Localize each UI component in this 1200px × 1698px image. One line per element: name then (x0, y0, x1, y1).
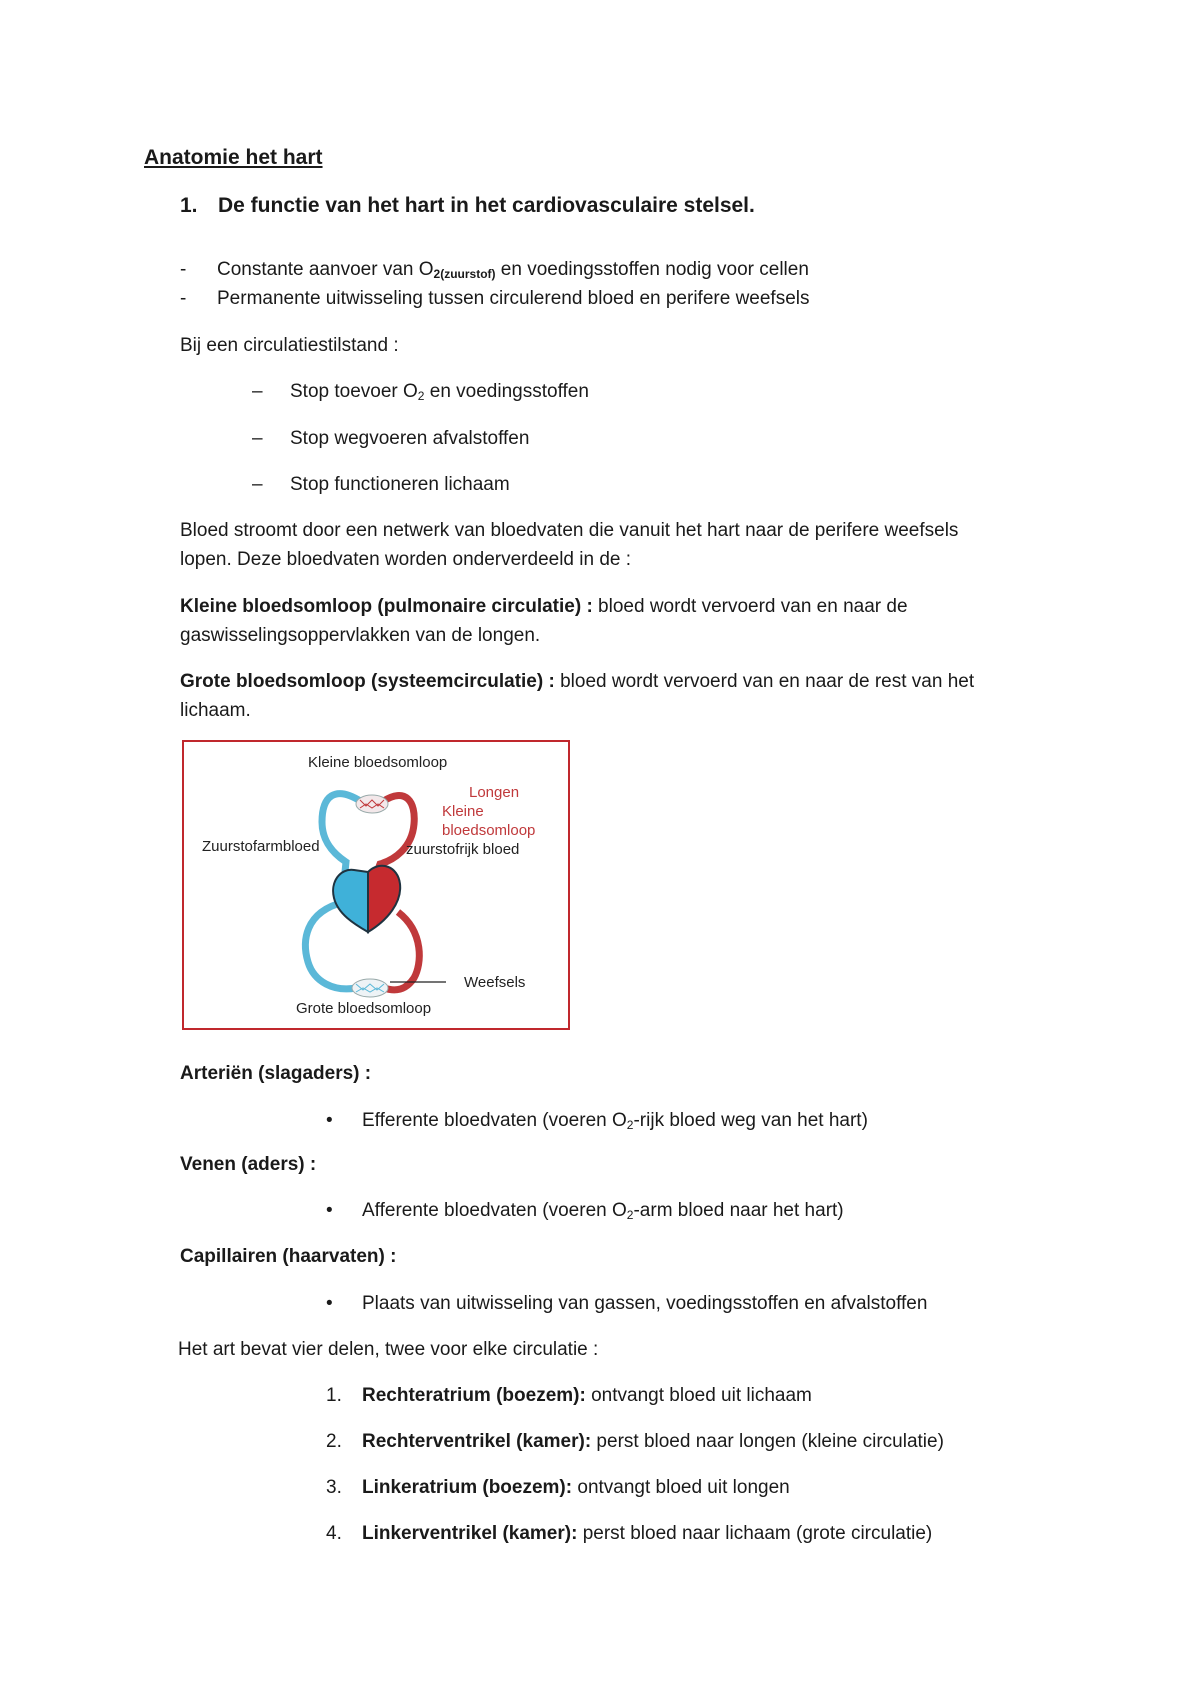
list-item-text (362, 1520, 932, 1548)
arterien-heading: Arteriën (slagaders) : (180, 1063, 372, 1084)
red-vessel-lower (384, 912, 419, 990)
list-item-text (362, 1474, 790, 1502)
diagram-label-kleine: Kleine (442, 803, 484, 820)
diagram-label-grote-bloedsomloop: Grote bloedsomloop (296, 1000, 432, 1017)
list-item-text (362, 1107, 868, 1139)
paragraph-line: lopen. Deze bloedvaten worden onderverdeeld in de : (180, 549, 632, 570)
circulation-diagram (182, 740, 570, 1030)
diagram-label-zuurstofarm: Zuurstofarmbloed (202, 838, 320, 855)
term-label: Rechterventrikel (kamer): (362, 1431, 592, 1452)
heart-right-side (333, 870, 368, 932)
term-definition: ontvangt bloed uit lichaam (585, 1385, 812, 1406)
term-label: Rechteratrium (boezem): (362, 1385, 586, 1406)
subscript: 2 (626, 1118, 634, 1132)
diagram-label-longen: Longen (469, 784, 520, 801)
list-item-text (362, 1197, 844, 1229)
list-text-pre: Afferente bloedvaten (voeren O (362, 1200, 627, 1221)
bullet-marker: • (326, 1200, 333, 1221)
list-text-post: en voedingsstoffen (424, 381, 589, 402)
list-text-pre: Stop toevoer O (290, 381, 418, 402)
paragraph-line: gaswisselingsoppervlakken van de longen. (180, 625, 541, 646)
term-label: Grote bloedsomloop (systeemcirculatie) : (180, 671, 555, 692)
subscript: 2 (626, 1208, 634, 1222)
grote-bloedsomloop-def (180, 668, 974, 696)
list-item-text: Permanente uitwisseling tussen circulerend bloed en perifere weefsels (217, 288, 810, 309)
term-label: Linkerventrikel (kamer): (362, 1523, 578, 1544)
list-item-text: Plaats van uitwisseling van gassen, voedingsstoffen en afvalstoffen (362, 1293, 928, 1314)
term-definition: ontvangt bloed uit longen (572, 1477, 790, 1498)
list-item-text: Stop functioneren lichaam (290, 474, 510, 495)
diagram-label-weefsels: Weefsels (464, 974, 526, 991)
term-definition: bloed wordt vervoerd van en naar de rest van het (554, 671, 975, 692)
term-definition: bloed wordt vervoerd van en naar de (592, 596, 908, 617)
heart-left-side (368, 866, 400, 932)
list-item-text (362, 1428, 944, 1456)
paragraph-line: Bloed stroomt door een netwerk van bloedvaten die vanuit het hart naar de perifere weefsels (180, 520, 959, 541)
tissue-capillary-bed (352, 979, 388, 997)
list-text-post: en voedingsstoffen nodig voor cellen (495, 259, 809, 280)
list-marker: - (180, 259, 187, 280)
list-text-post: -arm bloed naar het hart) (633, 1200, 844, 1221)
list-marker: - (180, 288, 187, 309)
list-number: 3. (326, 1477, 342, 1498)
bullet-marker: • (326, 1110, 333, 1131)
section-number: 1. (180, 194, 198, 217)
diagram-label-zuurstofrijk: zuurstofrijk bloed (406, 841, 520, 858)
list-number: 4. (326, 1523, 342, 1544)
list-item-text (290, 378, 589, 410)
diagram-label-kleine-bloedsomloop: Kleine bloedsomloop (308, 754, 448, 771)
term-definition: perst bloed naar longen (kleine circulatie) (591, 1431, 944, 1452)
diagram-label-bloedsomloop: bloedsomloop (442, 822, 536, 839)
term-label: Kleine bloedsomloop (pulmonaire circulatie) : (180, 596, 593, 617)
list-item-text: Stop wegvoeren afvalstoffen (290, 428, 530, 449)
list-text-post: -rijk bloed weg van het hart) (633, 1110, 868, 1131)
blue-vessel (322, 794, 362, 882)
capillairen-heading: Capillairen (haarvaten) : (180, 1246, 397, 1267)
list-marker: – (252, 474, 263, 495)
stilstand-intro: Bij een circulatiestilstand : (180, 335, 399, 356)
kleine-bloedsomloop-def (180, 593, 908, 621)
list-item-text (217, 256, 809, 288)
subscript: 2 (417, 389, 425, 403)
list-text-pre: Efferente bloedvaten (voeren O (362, 1110, 627, 1131)
list-number: 1. (326, 1385, 342, 1406)
list-marker: – (252, 428, 263, 449)
bullet-marker: • (326, 1293, 333, 1314)
subscript: 2(zuurstof) (433, 267, 496, 281)
delen-intro: Het art bevat vier delen, twee voor elke circulatie : (178, 1339, 599, 1360)
document-title: Anatomie het hart (144, 146, 323, 169)
venen-heading: Venen (aders) : (180, 1154, 317, 1175)
list-text-pre: Constante aanvoer van O (217, 259, 434, 280)
term-definition: perst bloed naar lichaam (grote circulatie) (577, 1523, 933, 1544)
section-heading-text: De functie van het hart in het cardiovasculaire stelsel. (218, 194, 755, 217)
list-item-text (362, 1382, 812, 1410)
list-marker: – (252, 381, 263, 402)
list-number: 2. (326, 1431, 342, 1452)
lung-capillary-bed (356, 795, 388, 813)
term-label: Linkeratrium (boezem): (362, 1477, 573, 1498)
paragraph-line: lichaam. (180, 700, 251, 721)
